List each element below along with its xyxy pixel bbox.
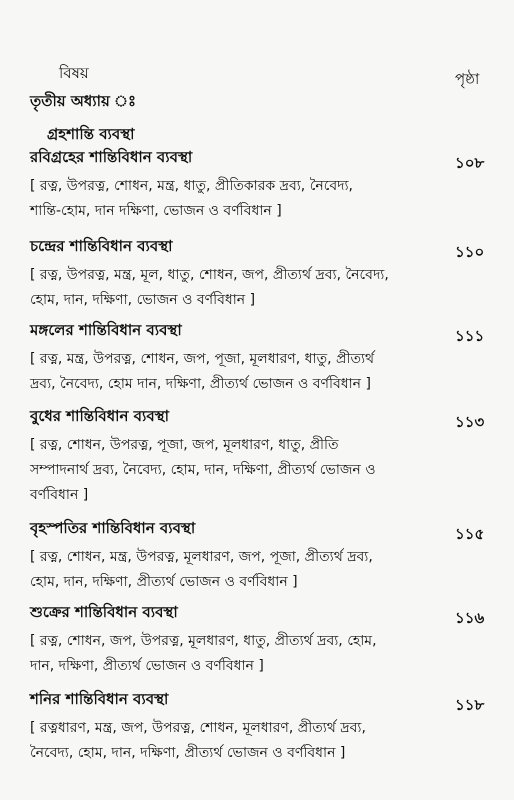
entry-title: বৃহস্পতির শান্তিবিধান ব্যবস্থা (30, 519, 196, 537)
section-heading: গ্রহশান্তি ব্যবস্থা (47, 125, 135, 143)
entry-detail-line: দ্রব্য, নৈবেদ্য, হোম দান, দক্ষিণা, প্রীত্যর্থ ভোজন ও বর্ণবিধান ] (30, 376, 371, 392)
entry-detail-line: [ রত্ন, শোধন, মন্ত্র, উপরত্ন, মূলধারণ, জপ, পূজা, প্রীত্যর্থ দ্রব্য, (30, 549, 373, 565)
entry-detail-line: শান্তি-হোম, দান দক্ষিণা, ভোজন ও বর্ণবিধান ] (30, 203, 282, 219)
chapter-heading: তৃতীয় অধ্যায় ঃ (30, 92, 136, 110)
entry-detail-line: [ রত্ন, শোধন, উপরত্ন, পূজা, জপ, মূলধারণ, ধাতু, প্রীতি (30, 437, 339, 453)
entry-detail-line: [ রত্ন, শোধন, জপ, উপরত্ন, মূলধারণ, ধাতু, প্রীত্যর্থ দ্রব্য, হোম, (30, 633, 377, 649)
column-header-subject: বিষয় (59, 64, 89, 82)
entry-page-number: ১১৫ (455, 525, 485, 543)
entry-title: চন্দ্রের শান্তিবিধান ব্যবস্থা (30, 237, 173, 255)
entry-detail-line: [ রত্নধারণ, মন্ত্র, জপ, উপরত্ন, শোধন, মূলধারণ, প্রীত্যর্থ দ্রব্য, (30, 720, 366, 736)
entry-page-number: ১০৮ (455, 154, 485, 172)
entry-page-number: ১১৮ (455, 696, 485, 714)
entry-detail-line: হোম, দান, দক্ষিণা, ভোজন ও বর্ণবিধান ] (30, 292, 256, 308)
entry-title: রবিগ্রহের শান্তিবিধান ব্যবস্থা (30, 148, 193, 166)
entry-page-number: ১১১ (455, 327, 485, 345)
entry-detail-line: নৈবেদ্য, হোম, দান, দক্ষিণা, প্রীত্যর্থ ভোজন ও বর্ণবিধান ] (30, 745, 346, 761)
entry-detail-line: দান, দক্ষিণা, প্রীত্যর্থ ভোজন ও বর্ণবিধান ] (30, 658, 264, 674)
entry-title: মঙ্গলের শান্তিবিধান ব্যবস্থা (30, 321, 182, 339)
column-header-page: পৃষ্ঠা (455, 70, 480, 88)
entry-title: শনির শান্তিবিধান ব্যবস্থা (30, 690, 169, 708)
entry-title: শুক্রের শান্তিবিধান ব্যবস্থা (30, 603, 178, 621)
entry-detail-line: সম্পাদনার্থ দ্রব্য, নৈবেদ্য, হোম, দান, দক্ষিণা, প্রীত্যর্থ ভোজন ও (30, 462, 376, 478)
entry-page-number: ১১৩ (455, 413, 485, 431)
entry-page-number: ১১৬ (455, 609, 485, 627)
entry-detail-line: বর্ণবিধান ] (30, 487, 89, 503)
entry-detail-line: [ রত্ন, উপরত্ন, শোধন, মন্ত্র, ধাতু, প্রীতিকারক দ্রব্য, নৈবেদ্য, (30, 178, 354, 194)
entry-detail-line: [ রত্ন, মন্ত্র, উপরত্ন, শোধন, জপ, পূজা, মূলধারণ, ধাতু, প্রীত্যর্থ (30, 351, 375, 367)
entry-page-number: ১১০ (455, 243, 485, 261)
entry-detail-line: [ রত্ন, উপরত্ন, মন্ত্র, মূল, ধাতু, শোধন, জপ, প্রীত্যর্থ দ্রব্য, নৈবেদ্য, (30, 267, 389, 283)
entry-detail-line: হোম, দান, দক্ষিণা, প্রীত্যর্থ ভোজন ও বর্ণবিধান ] (30, 574, 298, 590)
entry-title: বুধের শান্তিবিধান ব্যবস্থা (30, 407, 170, 425)
